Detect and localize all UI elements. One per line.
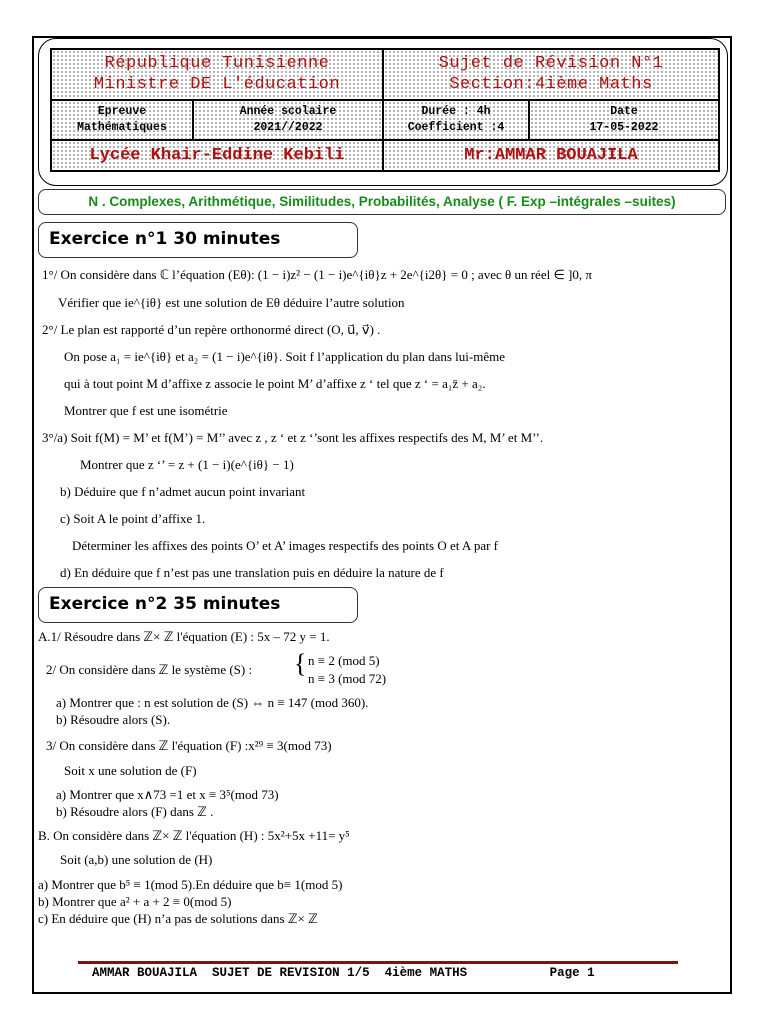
country: République Tunisienne bbox=[104, 54, 330, 74]
duree-cell: Durée : 4h Coefficient :4 bbox=[383, 100, 529, 141]
header-institution bbox=[51, 49, 383, 100]
ex2-line-4: 3/ On considère dans ℤ l'équation (F) :x²⁹ ≡ 3(mod 73) bbox=[46, 738, 332, 753]
ex1-line-1: 1°/ On considère dans ℂ l’équation (Eθ): (1 − i)z² − (1 − i)e^{iθ}z + 2e^{i2θ} = 0 ; avec θ un réel ∈ ]0, π bbox=[42, 267, 592, 282]
ex1-line-2: Vérifier que ie^{iθ} est une solution de Eθ déduire l’autre solution bbox=[58, 295, 405, 310]
ex2-line-6b: b) Résoudre alors (F) dans ℤ . bbox=[56, 804, 214, 819]
exercise-2-title: Exercice n°2 35 minutes bbox=[38, 587, 358, 623]
ministry: Ministre DE L'éducation bbox=[93, 75, 341, 95]
footer-page: Page 1 bbox=[549, 966, 595, 980]
ex1-line-4: On pose a₁ = ie^{iθ} et a₂ = (1 − i)e^{iθ}. Soit f l’application du plan dans lui-même bbox=[64, 349, 505, 364]
ex2-line-1: A.1/ Résoudre dans ℤ× ℤ l'équation (E) : 5x – 72 y = 1. bbox=[38, 629, 330, 644]
ex1-line-6: Montrer que f est une isométrie bbox=[64, 403, 228, 418]
ex1-line-12: d) En déduire que f n’est pas une translation puis en déduire la nature de f bbox=[60, 565, 444, 580]
footer-subject: SUJET DE REVISION 1/5 bbox=[212, 966, 370, 980]
footer bbox=[92, 966, 682, 980]
subject-title: Sujet de Révision N°1 bbox=[438, 54, 664, 74]
ex2-line-3a: a) Montrer que : n est solution de (S) ⇔ n ≡ 147 (mod 360). bbox=[56, 695, 369, 710]
ex2-line-9a: a) Montrer que b⁵ ≡ 1(mod 5).En déduire que b≡ 1(mod 5) bbox=[38, 877, 343, 892]
ex1-line-3: 2°/ Le plan est rapporté d’un repère orthonormé direct (O, u⃗, v⃗) . bbox=[42, 322, 381, 337]
system-brace: { bbox=[294, 649, 307, 678]
ex2-line-8: Soit (a,b) une solution de (H) bbox=[60, 852, 213, 867]
ex2-line-6a: a) Montrer que x∧73 =1 et x ≡ 3⁵(mod 73) bbox=[56, 787, 279, 802]
ex1-line-10: c) Soit A le point d’affixe 1. bbox=[60, 511, 206, 526]
epreuve-cell: Epreuve Mathématiques bbox=[51, 100, 193, 141]
ex1-line-5: qui à tout point M d’affixe z associe le point M’ d’affixe z ‘ tel que z ‘ = a₁z̄ + a₂. bbox=[64, 376, 486, 391]
system-eq-2: n ≡ 3 (mod 72) bbox=[308, 671, 387, 686]
date-cell: Date 17-05-2022 bbox=[529, 100, 719, 141]
footer-author: AMMAR BOUAJILA bbox=[92, 966, 198, 980]
system-eq-1: n ≡ 2 (mod 5) bbox=[308, 653, 380, 668]
teacher: Mr:AMMAR BOUAJILA bbox=[383, 140, 719, 171]
header-subject bbox=[383, 49, 719, 100]
ex2-line-7: B. On considère dans ℤ× ℤ l'équation (H) : 5x²+5x +11= y⁵ bbox=[38, 828, 350, 843]
section: Section:4ième Maths bbox=[449, 75, 653, 95]
exercise-1-title: Exercice n°1 30 minutes bbox=[38, 222, 358, 258]
footer-rule bbox=[78, 961, 678, 964]
ex2-line-9b: b) Montrer que a² + a + 2 ≡ 0(mod 5) bbox=[38, 894, 232, 909]
ex1-line-9: b) Déduire que f n’admet aucun point invariant bbox=[60, 484, 306, 499]
ex2-line-5: Soit x une solution de (F) bbox=[64, 763, 197, 778]
topics-banner: N . Complexes, Arithmétique, Similitudes, Probabilités, Analyse ( F. Exp –intégrales –suites) bbox=[38, 189, 726, 215]
ex2-line-9c: c) En déduire que (H) n’a pas de solutions dans ℤ× ℤ bbox=[38, 911, 318, 926]
footer-level: 4ième MATHS bbox=[384, 966, 468, 980]
annee-cell: Année scolaire 2021//2022 bbox=[193, 100, 383, 141]
ex2-line-2: 2/ On considère dans ℤ le système (S) : bbox=[46, 662, 253, 677]
ex1-line-7: 3°/a) Soit f(M) = M’ et f(M’) = M’’ avec z , z ‘ et z ‘’sont les affixes respectifs des M, M’ et M’’. bbox=[42, 430, 544, 445]
header-table bbox=[50, 48, 720, 172]
ex1-line-8: Montrer que z ‘’ = z + (1 − i)(e^{iθ} − 1) bbox=[80, 457, 294, 472]
school: Lycée Khair-Eddine Kebili bbox=[51, 140, 383, 171]
ex2-line-3b: b) Résoudre alors (S). bbox=[56, 712, 171, 727]
ex1-line-11: Déterminer les affixes des points O’ et A’ images respectifs des points O et A par f bbox=[72, 538, 499, 553]
